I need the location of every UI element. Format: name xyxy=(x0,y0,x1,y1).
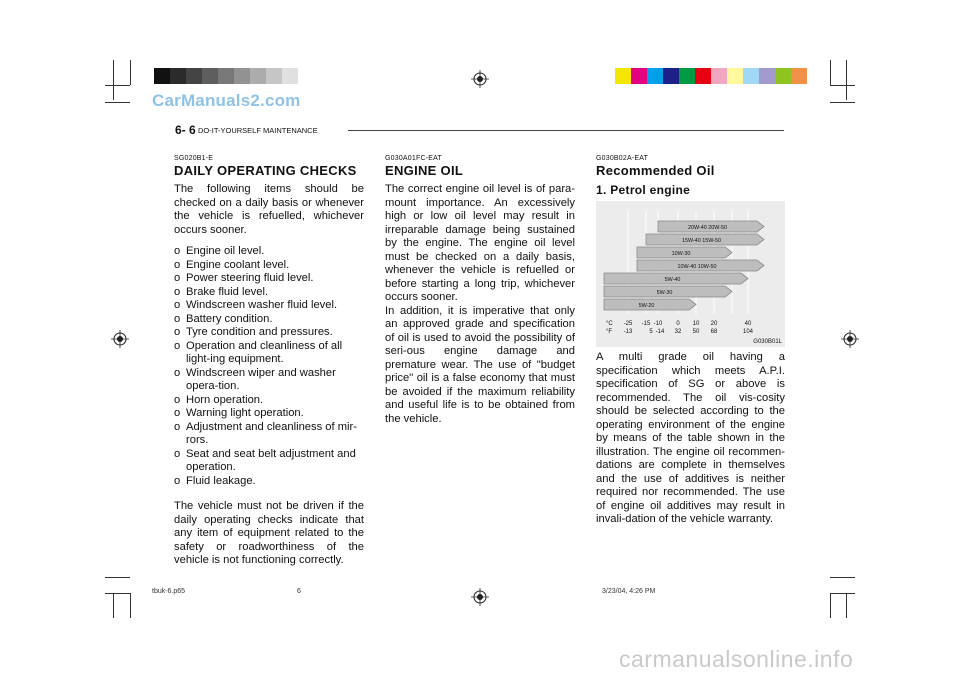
paragraph-2: In addition, it is imperative that only an approved grade and specification of oil is used to avoid the possibility of seri-ous engine damage and premature wear. The use of "budget price" oil is a false economy that must be avoided if the maximum reliability and useful life is to be obtained from the vehicle. xyxy=(385,304,575,425)
checklist-item: o Power steering fluid level. xyxy=(174,272,364,286)
checklist-item: o Horn operation. xyxy=(174,394,364,408)
daily-checks-section xyxy=(174,155,364,568)
gray-swatch xyxy=(186,68,202,84)
registration-mark-left xyxy=(111,330,129,348)
gray-swatch xyxy=(250,68,266,84)
intro-paragraph: The following items should be checked on a daily basis or whenever the vehicle is refuelled, whichever occurs sooner. xyxy=(174,183,364,236)
celsius-tick: 10 xyxy=(692,321,700,327)
checklist-item: o Fluid leakage. xyxy=(174,475,364,489)
header-rule xyxy=(348,130,784,131)
fahrenheit-tick: -13 xyxy=(623,329,633,335)
checklist xyxy=(174,245,364,488)
page-number: 6- 6 xyxy=(175,123,196,137)
fahrenheit-tick: 50 xyxy=(692,329,700,335)
gray-swatch xyxy=(266,68,282,84)
fahrenheit-tick: 32 xyxy=(674,329,682,335)
celsius-tick: 40 xyxy=(744,321,752,327)
recommended-oil-section xyxy=(596,155,785,197)
section-heading: DAILY OPERATING CHECKS xyxy=(174,163,357,178)
color-bar xyxy=(615,68,807,84)
celsius-tick: 20 xyxy=(710,321,718,327)
color-swatch xyxy=(791,68,807,84)
checklist-item: o Engine coolant level. xyxy=(174,259,364,273)
viscosity-band-label: 5W-30 xyxy=(656,290,673,296)
fahrenheit-tick: 68 xyxy=(710,329,718,335)
color-swatch xyxy=(711,68,727,84)
viscosity-band-label: 20W-40 20W-50 xyxy=(687,225,728,231)
viscosity-band-label: 10W-40 10W-50 xyxy=(677,264,717,270)
watermark-bottom: carmanualsonline.info xyxy=(619,646,854,672)
checklist-item: o Windscreen wiper and washer opera-tion. xyxy=(174,367,364,394)
celsius-tick: -25 xyxy=(623,321,633,327)
gray-swatch xyxy=(234,68,250,84)
checklist-item: o Adjustment and cleanliness of mir-rors. xyxy=(174,421,364,448)
section-code: SG020B1-E xyxy=(174,155,214,162)
color-swatch xyxy=(759,68,775,84)
footer-page: 6 xyxy=(297,588,301,595)
color-swatch xyxy=(743,68,759,84)
grayscale-bar xyxy=(154,68,298,84)
registration-mark-bottom xyxy=(471,588,489,606)
viscosity-band-label: 5W-20 xyxy=(638,303,655,309)
section-heading: Recommended Oil xyxy=(596,163,715,178)
color-swatch xyxy=(631,68,647,84)
fahrenheit-unit: °F xyxy=(606,329,613,335)
watermark-top: CarManuals2.com xyxy=(152,91,301,110)
celsius-tick: -15 xyxy=(641,321,651,327)
color-swatch xyxy=(727,68,743,84)
registration-mark-right xyxy=(841,330,859,348)
color-swatch xyxy=(615,68,631,84)
figure-code: G030B01L xyxy=(753,339,782,345)
paragraph-1: The correct engine oil level is of para-mount importance. An excessively high or low oil level may result in irreparable damage being sustained by the engine. The engine oil level must be checked on a daily basis, whenever the vehicle is refuelled or before starting a long trip, whichever occurs sooner. xyxy=(385,183,575,303)
recommendation-paragraph: A multi grade oil having a specification which meets A.P.I. specification of SG or above is recommended. The oil vis-cosity should be selected according to the operating environment of the engine by means of the table shown in the illustration. The engine oil recommen-dations are complete in themselves and the use of additives is neither required nor recommended. The use of engine oil additives may result in invali-dation of the vehicle warranty. xyxy=(596,351,785,525)
checklist-item: o Seat and seat belt adjustment and operation. xyxy=(174,448,364,475)
fahrenheit-tick: -14 xyxy=(655,329,665,335)
gray-swatch xyxy=(218,68,234,84)
color-swatch xyxy=(695,68,711,84)
gray-swatch xyxy=(282,68,298,84)
section-code: G030A01FC-EAT xyxy=(385,155,442,162)
color-swatch xyxy=(647,68,663,84)
gray-swatch xyxy=(170,68,186,84)
fahrenheit-tick: 5 xyxy=(649,329,653,335)
section-heading: ENGINE OIL xyxy=(385,163,464,178)
gray-swatch xyxy=(154,68,170,84)
color-swatch xyxy=(775,68,791,84)
celsius-tick: 0 xyxy=(676,321,680,327)
registration-mark-top xyxy=(471,70,489,88)
color-swatch xyxy=(679,68,695,84)
checklist-item: o Engine oil level. xyxy=(174,245,364,259)
footer-date: 3/23/04, 4:26 PM xyxy=(602,588,656,595)
checklist-item: o Brake fluid level. xyxy=(174,286,364,300)
color-swatch xyxy=(663,68,679,84)
oil-viscosity-chart xyxy=(596,201,785,347)
checklist-item: o Warning light operation. xyxy=(174,407,364,421)
section-title: DO-IT-YOURSELF MAINTENANCE xyxy=(198,126,318,135)
fahrenheit-tick: 104 xyxy=(742,329,754,335)
viscosity-band-label: 5W-40 xyxy=(664,277,681,283)
viscosity-band-label: 15W-40 15W-50 xyxy=(681,238,722,244)
checklist-item: o Tyre condition and pressures. xyxy=(174,326,364,340)
checklist-item: o Operation and cleanliness of all light-ing equipment. xyxy=(174,340,364,367)
viscosity-band-label: 10W-30 xyxy=(671,251,691,257)
subheading: 1. Petrol engine xyxy=(596,183,691,197)
footer-file: tbuk-6.p65 xyxy=(152,588,186,595)
checklist-item: o Windscreen washer fluid level. xyxy=(174,299,364,313)
engine-oil-section xyxy=(385,155,575,426)
checklist-item: o Battery condition. xyxy=(174,313,364,327)
celsius-unit: °C xyxy=(606,321,613,327)
section-code: G030B02A-EAT xyxy=(596,155,649,162)
celsius-tick: -10 xyxy=(653,321,663,327)
warning-paragraph: The vehicle must not be driven if the daily operating checks indicate that any item of equipment related to the safety or roadworthiness of the vehicle is not functioning correctly. xyxy=(174,500,364,566)
gray-swatch xyxy=(202,68,218,84)
